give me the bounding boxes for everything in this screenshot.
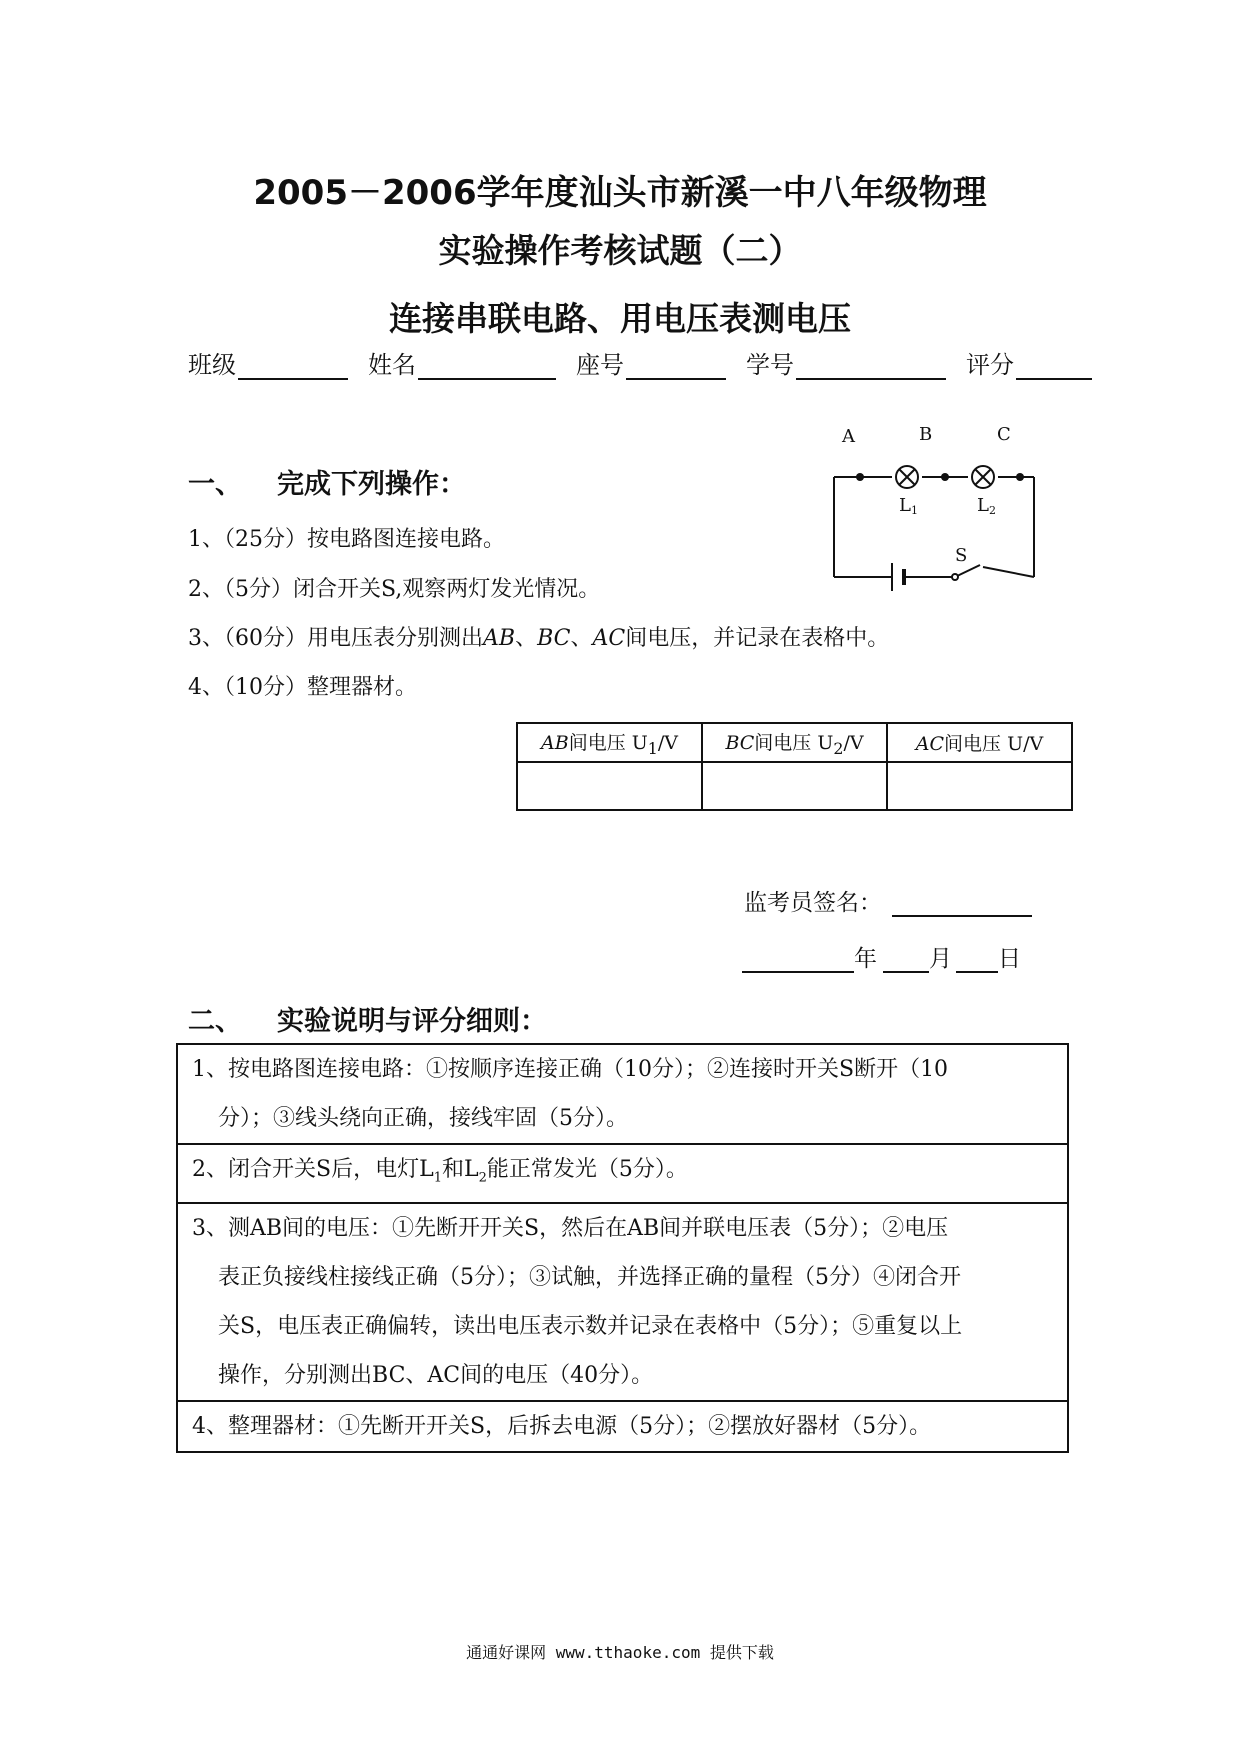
section1-title: 完成下列操作： [277,469,466,500]
operation-item-4: 4、（10分）整理器材。 [188,675,417,700]
node-a-dot [856,473,864,481]
header-ac-voltage: AC间电压 U/V [887,723,1072,762]
operation-item-2: 2、（5分）闭合开关S,观察两灯发光情况。 [188,577,601,602]
month-label: 月 [929,946,952,972]
node-b-dot [941,473,949,481]
year-blank [742,945,854,973]
score-label: 评分 [966,351,1014,379]
invigilator-blank [892,889,1032,917]
lamp-l1-icon [896,466,918,488]
node-a-label: A [842,426,855,447]
student-info-row [188,345,1092,380]
day-blank [956,945,998,973]
rule-row-2: 2、闭合开关S后，电灯$L_1$和$L_2$能正常发光（5分）。 [178,1143,1067,1202]
class-label: 班级 [188,351,236,379]
footer-download-note: 通通好课网 www.tthaoke.com 提供下载 [466,1643,774,1662]
section1-number: 一、 [188,469,242,500]
class-blank [238,352,348,380]
node-b-label: B [919,425,933,445]
lamp-l2-label: L2 [977,495,996,517]
rule-row-4: 4、整理器材：①先断开开关S，后拆去电源（5分）；②摆放好器材（5分）。 [178,1400,1067,1451]
rule-row-1: 1、按电路图连接电路：①按顺序连接正确（10分）；②连接时开关S断开（10 分）；③线头绕向正确，接线牢固（5分）。 [192,1057,949,1131]
exam-title-line1: 2005－2006学年度汕头市新溪一中八年级物理 [253,173,987,213]
voltage-record-table [516,722,1073,811]
name-label: 姓名 [368,351,416,379]
month-blank [883,945,929,973]
exam-title-line2: 实验操作考核试题（二） [438,231,802,270]
lamp-l1-label: L1 [899,495,918,517]
exam-subtitle: 连接串联电路、用电压表测电压 [389,299,851,338]
rule-row-3: 3、测AB间的电压：①先断开开关S，然后在AB间并联电压表（5分）；②电压 表正负接线柱接线正确（5分）；③试触，并选择正确的量程（5分）④闭合开 关S，电压表正确偏转，读出电压表示数并记录在表格中（5分）；⑤重复以上 操作，分别测出BC、AC间的电压（40分）。 [178,1202,1067,1400]
section2-title: 实验说明与评分细则： [277,1006,547,1037]
header-bc-voltage: BC间电压 $U_2/V$ [702,723,887,762]
student-id-blank [796,352,946,380]
invigilator-signature [744,884,1032,917]
scoring-rules-table [176,1043,1069,1453]
node-c-label: C [997,425,1011,445]
year-label: 年 [854,946,877,972]
switch-pivot [952,574,958,580]
invigilator-label: 监考员签名： [744,890,882,916]
cell-ac-voltage[interactable] [887,762,1072,810]
score-blank [1016,352,1092,380]
operation-item-1: 1、（25分）按电路图连接电路。 [188,527,505,552]
series-circuit-diagram [820,425,1050,595]
name-blank [418,352,556,380]
node-c-dot [1016,473,1024,481]
operation-item-3: 3、（60分）用电压表分别测出AB、BC、AC间电压，并记录在表格中。 [188,626,890,651]
seat-blank [626,352,726,380]
lamp-l2-icon [972,466,994,488]
switch-label: S [955,545,968,566]
student-id-label: 学号 [746,351,794,379]
date-row [742,940,1021,973]
header-ab-voltage: AB间电压 $U_1/V$ [517,723,702,762]
day-label: 日 [998,946,1021,972]
seat-label: 座号 [576,351,624,379]
cell-bc-voltage[interactable] [702,762,887,810]
section2-number: 二、 [188,1006,242,1037]
switch-blade [955,565,980,577]
cell-ab-voltage[interactable] [517,762,702,810]
